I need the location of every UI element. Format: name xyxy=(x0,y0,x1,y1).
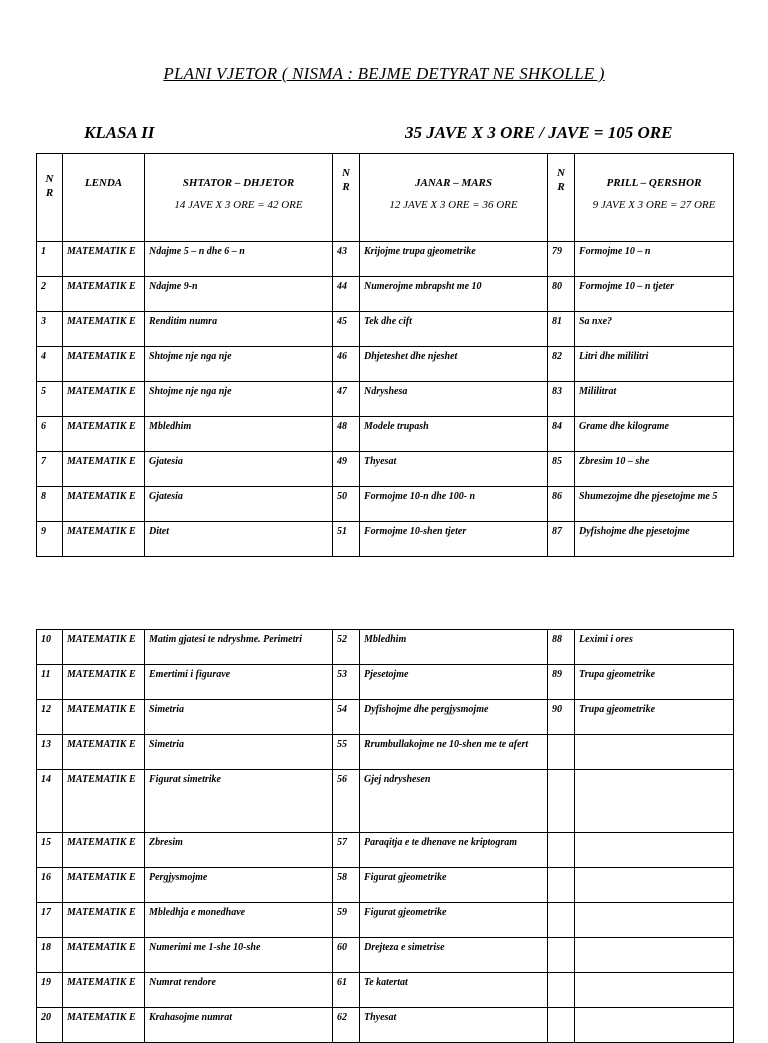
row-number-3 xyxy=(548,770,575,833)
row-number-2: 50 xyxy=(333,487,360,522)
table-header-row xyxy=(37,154,734,242)
table-row xyxy=(37,312,734,347)
period-1-topic: Renditim numra xyxy=(145,312,333,347)
period-2-topic: Rrumbullakojme ne 10-shen me te afert xyxy=(360,735,548,770)
subject-cell: MATEMATIK E xyxy=(63,665,145,700)
period-1-topic: Ndajme 5 – n dhe 6 – n xyxy=(145,242,333,277)
row-number-2: 45 xyxy=(333,312,360,347)
subject-cell: MATEMATIK E xyxy=(63,903,145,938)
period-2-hours: 12 JAVE X 3 ORE = 36 ORE xyxy=(389,199,518,211)
period-3-title: PRILL – QERSHOR xyxy=(606,177,702,189)
period-1-topic: Mbledhim xyxy=(145,417,333,452)
subject-cell: MATEMATIK E xyxy=(63,770,145,833)
period-2-topic: Te katertat xyxy=(360,973,548,1008)
table-row xyxy=(37,868,734,903)
row-number: 7 xyxy=(37,452,63,487)
document-title: PLANI VJETOR ( NISMA : BEJME DETYRAT NE SHKOLLE ) xyxy=(163,64,605,83)
period-3-topic: Formojme 10 – n tjeter xyxy=(575,277,734,312)
row-number-3 xyxy=(548,868,575,903)
row-number-2: 57 xyxy=(333,833,360,868)
period-1-topic: Simetria xyxy=(145,700,333,735)
period-2-topic: Drejteza e simetrise xyxy=(360,938,548,973)
row-number-3: 81 xyxy=(548,312,575,347)
table-row xyxy=(37,630,734,665)
table-row xyxy=(37,735,734,770)
period-2-topic: Formojme 10-shen tjeter xyxy=(360,522,548,557)
table-row xyxy=(37,347,734,382)
row-number-3 xyxy=(548,938,575,973)
row-number-2: 51 xyxy=(333,522,360,557)
row-number-3: 80 xyxy=(548,277,575,312)
period-1-topic: Numrat rendore xyxy=(145,973,333,1008)
period-3-topic xyxy=(575,735,734,770)
period-1-topic: Numerimi me 1-she 10-she xyxy=(145,938,333,973)
plan-table-2 xyxy=(36,629,734,1043)
row-number-2: 48 xyxy=(333,417,360,452)
table-row xyxy=(37,1008,734,1043)
row-number: 12 xyxy=(37,700,63,735)
period-2-topic: Formojme 10-n dhe 100- n xyxy=(360,487,548,522)
header-lenda: LENDA xyxy=(63,154,145,242)
period-3-topic xyxy=(575,973,734,1008)
row-number: 5 xyxy=(37,382,63,417)
period-2-topic: Pjesetojme xyxy=(360,665,548,700)
header-nr: N R xyxy=(37,154,63,242)
subject-cell: MATEMATIK E xyxy=(63,487,145,522)
period-2-topic: Figurat gjeometrike xyxy=(360,903,548,938)
row-number-3: 89 xyxy=(548,665,575,700)
class-label: KLASA II xyxy=(84,123,155,142)
row-number-3: 79 xyxy=(548,242,575,277)
header-period-1 xyxy=(145,154,333,242)
period-3-topic: Dyfishojme dhe pjesetojme xyxy=(575,522,734,557)
row-number: 15 xyxy=(37,833,63,868)
period-2-topic: Dyfishojme dhe pergjysmojme xyxy=(360,700,548,735)
period-1-hours: 14 JAVE X 3 ORE = 42 ORE xyxy=(174,199,303,211)
table-row xyxy=(37,522,734,557)
row-number-3: 84 xyxy=(548,417,575,452)
period-2-topic: Mbledhim xyxy=(360,630,548,665)
header-nr-2: N R xyxy=(333,154,360,242)
period-3-topic: Formojme 10 – n xyxy=(575,242,734,277)
subject-cell: MATEMATIK E xyxy=(63,868,145,903)
table-row xyxy=(37,903,734,938)
header-period-3 xyxy=(575,154,734,242)
row-number-2: 53 xyxy=(333,665,360,700)
row-number-3 xyxy=(548,973,575,1008)
row-number-3: 88 xyxy=(548,630,575,665)
period-2-topic: Gjej ndryshesen xyxy=(360,770,548,833)
period-2-topic: Dhjeteshet dhe njeshet xyxy=(360,347,548,382)
period-3-topic xyxy=(575,1008,734,1043)
row-number: 8 xyxy=(37,487,63,522)
period-1-topic: Figurat simetrike xyxy=(145,770,333,833)
subject-cell: MATEMATIK E xyxy=(63,382,145,417)
row-number: 19 xyxy=(37,973,63,1008)
subject-cell: MATEMATIK E xyxy=(63,833,145,868)
row-number: 17 xyxy=(37,903,63,938)
period-1-topic: Gjatesia xyxy=(145,452,333,487)
subject-cell: MATEMATIK E xyxy=(63,735,145,770)
period-1-topic: Gjatesia xyxy=(145,487,333,522)
period-3-topic: Mililitrat xyxy=(575,382,734,417)
period-3-topic: Zbresim 10 – she xyxy=(575,452,734,487)
row-number-3: 85 xyxy=(548,452,575,487)
period-3-topic: Litri dhe mililitri xyxy=(575,347,734,382)
row-number-2: 52 xyxy=(333,630,360,665)
row-number: 10 xyxy=(37,630,63,665)
row-number-3 xyxy=(548,903,575,938)
row-number-3: 90 xyxy=(548,700,575,735)
subject-cell: MATEMATIK E xyxy=(63,973,145,1008)
plan-table-1 xyxy=(36,153,734,557)
period-1-title: SHTATOR – DHJETOR xyxy=(182,177,295,189)
subject-cell: MATEMATIK E xyxy=(63,312,145,347)
table-row xyxy=(37,487,734,522)
row-number-3: 82 xyxy=(548,347,575,382)
period-1-topic: Krahasojme numrat xyxy=(145,1008,333,1043)
period-3-topic: Trupa gjeometrike xyxy=(575,700,734,735)
row-number-2: 43 xyxy=(333,242,360,277)
row-number-2: 54 xyxy=(333,700,360,735)
period-2-topic: Figurat gjeometrike xyxy=(360,868,548,903)
table-row xyxy=(37,242,734,277)
row-number-2: 58 xyxy=(333,868,360,903)
table-row xyxy=(37,452,734,487)
period-2-topic: Thyesat xyxy=(360,452,548,487)
row-number-2: 49 xyxy=(333,452,360,487)
period-3-topic: Sa nxe? xyxy=(575,312,734,347)
period-1-topic: Simetria xyxy=(145,735,333,770)
subject-cell: MATEMATIK E xyxy=(63,1008,145,1043)
period-2-topic: Numerojme mbrapsht me 10 xyxy=(360,277,548,312)
period-3-topic: Shumezojme dhe pjesetojme me 5 xyxy=(575,487,734,522)
subject-cell: MATEMATIK E xyxy=(63,347,145,382)
period-1-topic: Mbledhja e monedhave xyxy=(145,903,333,938)
row-number: 13 xyxy=(37,735,63,770)
subject-cell: MATEMATIK E xyxy=(63,522,145,557)
subject-cell: MATEMATIK E xyxy=(63,417,145,452)
header-nr-3: N R xyxy=(548,154,575,242)
row-number-2: 56 xyxy=(333,770,360,833)
subject-cell: MATEMATIK E xyxy=(63,277,145,312)
period-2-topic: Modele trupash xyxy=(360,417,548,452)
row-number-2: 55 xyxy=(333,735,360,770)
row-number-3 xyxy=(548,1008,575,1043)
row-number: 14 xyxy=(37,770,63,833)
period-2-topic: Krijojme trupa gjeometrike xyxy=(360,242,548,277)
row-number-3: 83 xyxy=(548,382,575,417)
row-number: 4 xyxy=(37,347,63,382)
period-3-topic: Leximi i ores xyxy=(575,630,734,665)
table-row xyxy=(37,277,734,312)
subject-cell: MATEMATIK E xyxy=(63,938,145,973)
row-number-3 xyxy=(548,833,575,868)
table-row xyxy=(37,382,734,417)
row-number-2: 47 xyxy=(333,382,360,417)
period-3-topic xyxy=(575,770,734,833)
row-number-2: 62 xyxy=(333,1008,360,1043)
subject-cell: MATEMATIK E xyxy=(63,700,145,735)
period-1-topic: Ditet xyxy=(145,522,333,557)
row-number: 18 xyxy=(37,938,63,973)
period-2-title: JANAR – MARS xyxy=(414,177,493,189)
table-row xyxy=(37,973,734,1008)
period-3-topic: Trupa gjeometrike xyxy=(575,665,734,700)
period-2-topic: Ndryshesa xyxy=(360,382,548,417)
table-row xyxy=(37,833,734,868)
row-number-2: 59 xyxy=(333,903,360,938)
row-number: 11 xyxy=(37,665,63,700)
row-number-3: 87 xyxy=(548,522,575,557)
period-1-topic: Shtojme nje nga nje xyxy=(145,347,333,382)
table-row xyxy=(37,665,734,700)
period-1-topic: Ndajme 9-n xyxy=(145,277,333,312)
row-number-3 xyxy=(548,735,575,770)
row-number: 20 xyxy=(37,1008,63,1043)
table-row xyxy=(37,770,734,833)
period-3-topic xyxy=(575,868,734,903)
header-period-2 xyxy=(360,154,548,242)
subject-cell: MATEMATIK E xyxy=(63,452,145,487)
row-number: 9 xyxy=(37,522,63,557)
row-number: 2 xyxy=(37,277,63,312)
row-number: 1 xyxy=(37,242,63,277)
table-row xyxy=(37,938,734,973)
period-2-topic: Tek dhe cift xyxy=(360,312,548,347)
table-row xyxy=(37,700,734,735)
period-1-topic: Matim gjatesi te ndryshme. Perimetri xyxy=(145,630,333,665)
row-number-2: 44 xyxy=(333,277,360,312)
period-2-topic: Paraqitja e te dhenave ne kriptogram xyxy=(360,833,548,868)
row-number: 3 xyxy=(37,312,63,347)
row-number: 6 xyxy=(37,417,63,452)
period-3-topic xyxy=(575,903,734,938)
total-hours-label: 35 JAVE X 3 ORE / JAVE = 105 ORE xyxy=(405,123,673,142)
period-1-topic: Shtojme nje nga nje xyxy=(145,382,333,417)
period-3-topic xyxy=(575,833,734,868)
period-2-topic: Thyesat xyxy=(360,1008,548,1043)
period-1-topic: Pergjysmojme xyxy=(145,868,333,903)
subject-cell: MATEMATIK E xyxy=(63,242,145,277)
row-number-2: 61 xyxy=(333,973,360,1008)
table-row xyxy=(37,417,734,452)
row-number-2: 60 xyxy=(333,938,360,973)
subject-cell: MATEMATIK E xyxy=(63,630,145,665)
period-3-topic xyxy=(575,938,734,973)
period-3-hours: 9 JAVE X 3 ORE = 27 ORE xyxy=(592,199,716,211)
period-1-topic: Emertimi i figurave xyxy=(145,665,333,700)
row-number-2: 46 xyxy=(333,347,360,382)
row-number-3: 86 xyxy=(548,487,575,522)
period-3-topic: Grame dhe kilograme xyxy=(575,417,734,452)
period-1-topic: Zbresim xyxy=(145,833,333,868)
row-number: 16 xyxy=(37,868,63,903)
